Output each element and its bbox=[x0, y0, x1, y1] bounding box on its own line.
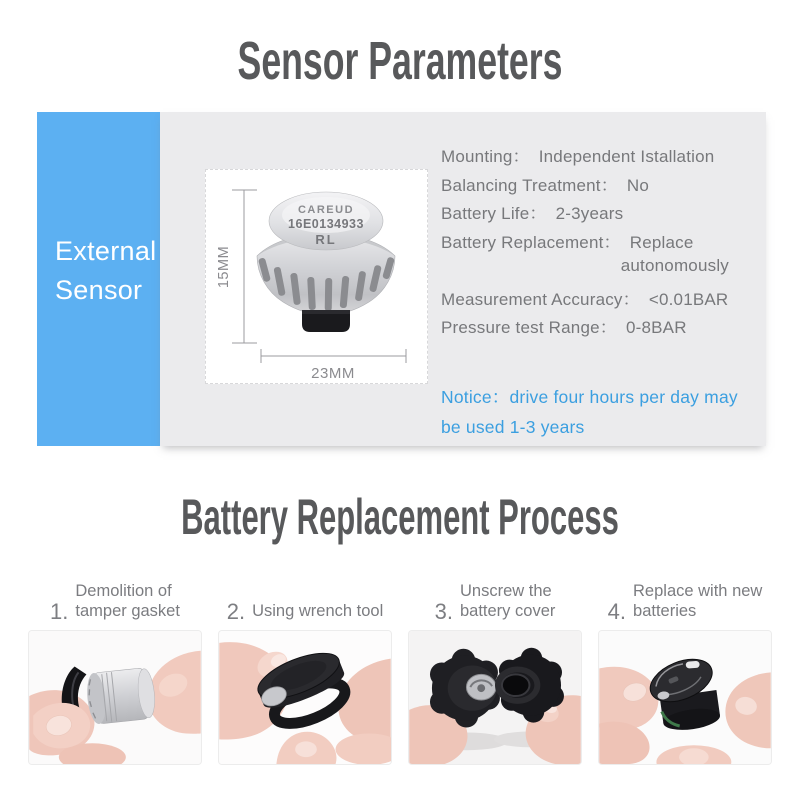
step-3 bbox=[408, 562, 582, 765]
step-4-label-line1: Replace with new bbox=[633, 582, 763, 600]
sensor-cylinder-shape bbox=[85, 667, 157, 725]
spec-battery-replacement bbox=[441, 228, 747, 257]
step-2-label: Using wrench tool bbox=[252, 602, 384, 620]
step-2-photo-illustration bbox=[219, 631, 391, 764]
step-2-header bbox=[218, 562, 392, 630]
external-sensor-label-line1: External bbox=[55, 236, 157, 266]
step-4-label bbox=[633, 581, 762, 621]
spec-mounting bbox=[441, 142, 747, 171]
spec-balancing bbox=[441, 171, 747, 200]
spec-accuracy bbox=[441, 285, 747, 314]
height-dimension-label: 15MM bbox=[216, 245, 232, 289]
sensor-brand-text: CAREUD bbox=[297, 204, 355, 216]
step-1-label bbox=[75, 581, 180, 621]
step-3-label-line1: Unscrew the bbox=[459, 582, 552, 600]
spec-battery-replacement-label: Battery Replacement： bbox=[441, 232, 621, 252]
external-sensor-label-line2: Sensor bbox=[55, 275, 143, 305]
spec-battery-life-label: Battery Life： bbox=[441, 204, 547, 223]
battery-cover-opening-shape bbox=[502, 674, 530, 696]
step-3-header bbox=[408, 562, 582, 630]
step-3-photo bbox=[408, 630, 582, 765]
spec-battery-replacement-cont-value: autonomously bbox=[620, 256, 729, 275]
sensor-serial-text: 16E0134933 bbox=[288, 217, 364, 231]
step-1-label-line2: tamper gasket bbox=[75, 602, 180, 620]
section-title: Battery Replacement Process bbox=[181, 489, 619, 545]
step-4-number: 4. bbox=[607, 599, 627, 624]
step-4-label-line2: batteries bbox=[633, 602, 697, 620]
spec-battery-life-value: 2-3years bbox=[555, 204, 624, 223]
spec-balancing-label: Balancing Treatment： bbox=[441, 175, 618, 195]
external-sensor-tab bbox=[37, 112, 160, 446]
spec-battery-life bbox=[441, 199, 747, 228]
usage-notice-line1: Notice：drive four hours per day may bbox=[441, 387, 738, 407]
step-2-number: 2. bbox=[226, 599, 246, 624]
usage-notice-line2: be used 1-3 years bbox=[441, 416, 585, 437]
spec-balancing-value: No bbox=[626, 175, 650, 195]
step-4-photo bbox=[598, 630, 772, 765]
page-title: Sensor Parameters bbox=[237, 31, 563, 91]
step-2 bbox=[218, 562, 392, 765]
step-3-photo-illustration bbox=[409, 631, 581, 764]
step-4-header bbox=[598, 562, 772, 630]
height-dimension-line bbox=[232, 190, 257, 343]
step-1-number: 1. bbox=[50, 599, 69, 624]
step-3-label-line2: battery cover bbox=[459, 602, 556, 620]
spec-pressure-range-label: Pressure test Range： bbox=[441, 318, 617, 337]
sensor-cap-illustration bbox=[257, 192, 395, 332]
step-1-photo bbox=[28, 630, 202, 765]
step-4 bbox=[598, 562, 772, 765]
sensor-parameters-card bbox=[160, 112, 766, 446]
usage-notice bbox=[441, 383, 759, 442]
width-dimension-line bbox=[261, 349, 406, 363]
step-2-photo bbox=[218, 630, 392, 765]
step-3-number: 3. bbox=[434, 599, 453, 624]
sensor-position-text: RL bbox=[315, 232, 337, 247]
sensor-figure-box bbox=[205, 169, 428, 384]
spec-list bbox=[441, 142, 747, 342]
step-1-header bbox=[28, 562, 202, 630]
spec-accuracy-value: <0.01BAR bbox=[648, 289, 729, 309]
external-sensor-label bbox=[55, 232, 156, 310]
step-1 bbox=[28, 562, 202, 765]
step-3-label bbox=[460, 581, 555, 621]
spec-accuracy-label: Measurement Accuracy： bbox=[441, 289, 640, 309]
spec-battery-replacement-cont bbox=[441, 256, 747, 285]
spec-battery-replacement-value: Replace bbox=[629, 232, 694, 252]
spec-mounting-value: Independent Istallation bbox=[538, 147, 715, 166]
spec-mounting-label: Mounting： bbox=[441, 147, 530, 166]
valve-stub bbox=[302, 314, 350, 332]
spec-pressure-range-value: 0-8BAR bbox=[625, 318, 687, 337]
step-4-photo-illustration bbox=[599, 631, 771, 764]
width-dimension-label: 23MM bbox=[311, 365, 355, 382]
step-1-label-line1: Demolition of bbox=[75, 582, 172, 600]
sensor-figure bbox=[206, 170, 427, 383]
step-1-photo-illustration bbox=[29, 631, 201, 764]
spec-pressure-range bbox=[441, 313, 747, 342]
